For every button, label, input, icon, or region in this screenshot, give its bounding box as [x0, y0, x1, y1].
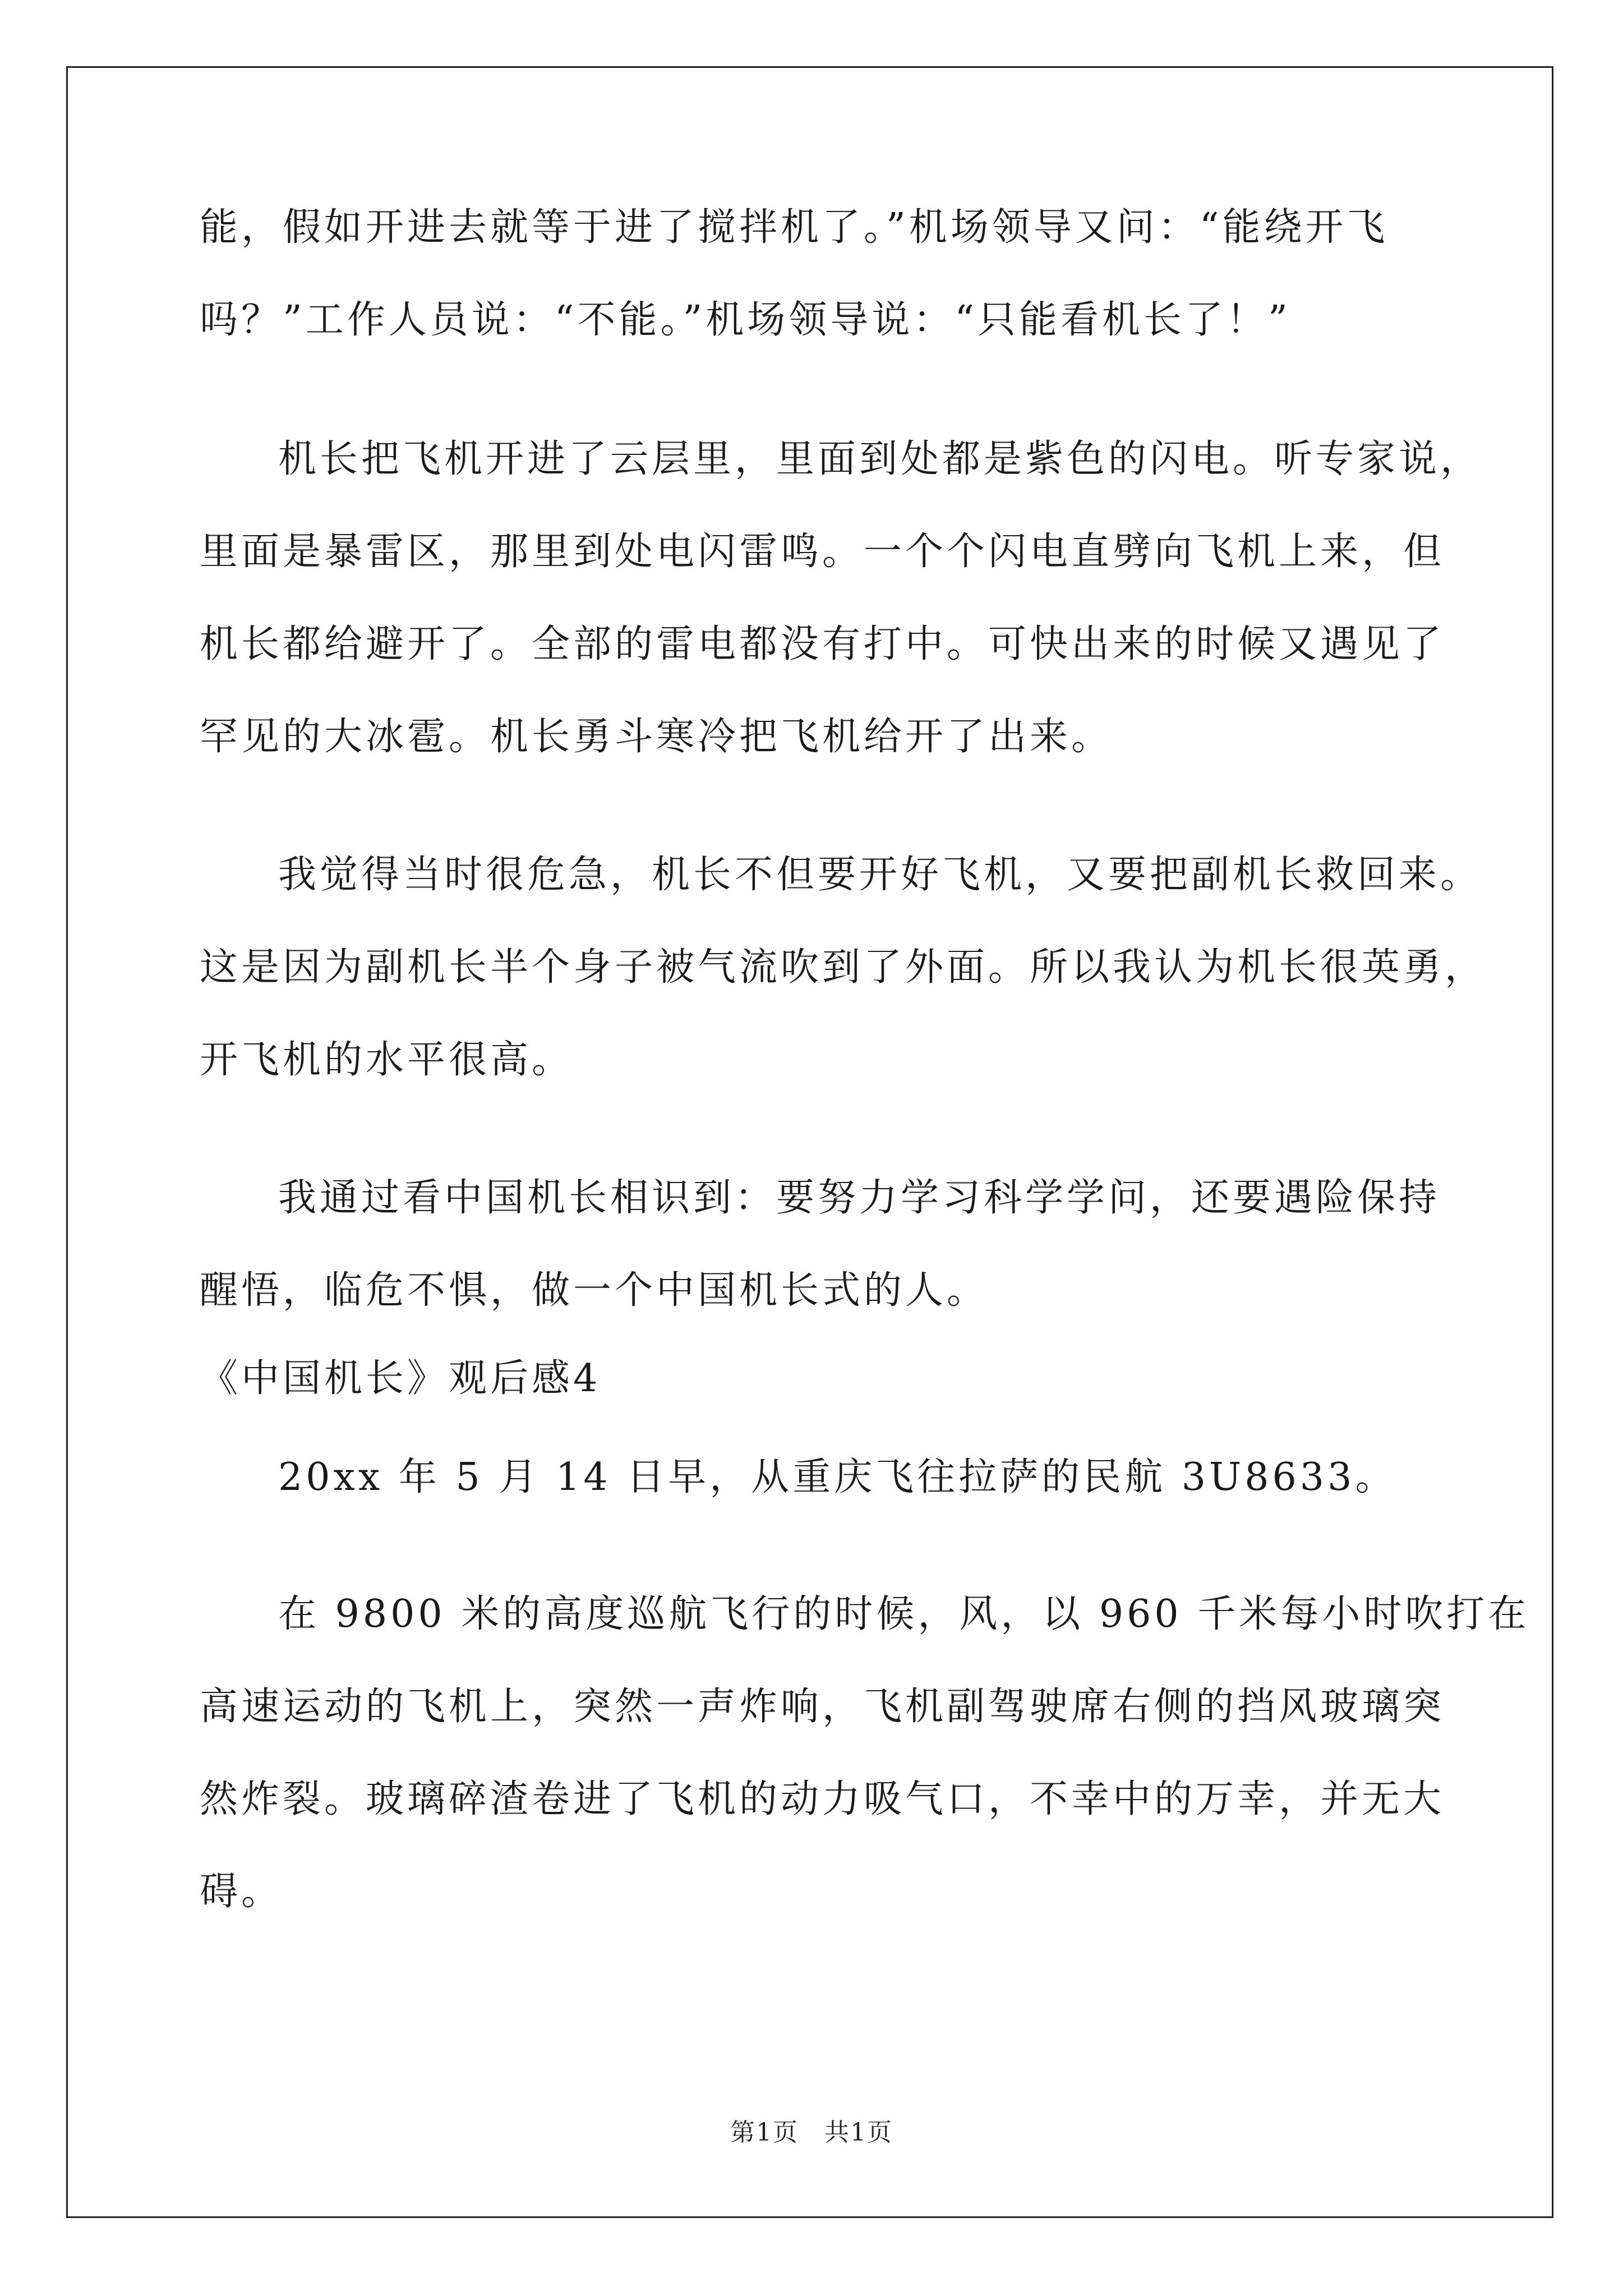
- text-line: 里面是暴雷区，那里到处电闪雷鸣。一个个闪电直劈向飞机上来，但: [200, 530, 1445, 574]
- text-line: 醒悟，临危不惧，做一个中国机长式的人。: [200, 1268, 989, 1313]
- text-line: 高速运动的飞机上，突然一声炸响，飞机副驾驶席右侧的挡风玻璃突: [200, 1685, 1445, 1729]
- paragraph-start-line: 我通过看中国机长相识到：要努力学习科学学问，还要遇险保持: [278, 1176, 1441, 1220]
- section-heading: 《中国机长》观后感4: [200, 1356, 601, 1401]
- page-footer: 第1页 共1页: [730, 2118, 893, 2147]
- text-line: 这是因为副机长半个身子被气流吹到了外面。所以我认为机长很英勇，: [200, 945, 1487, 990]
- text-line: 机长都给避开了。全部的雷电都没有打中。可快出来的时候又遇见了: [200, 622, 1445, 666]
- paragraph-start-line: 机长把飞机开进了云层里，里面到处都是紫色的闪电。听专家说，: [278, 437, 1482, 481]
- paragraph-start-line: 20xx 年 5 月 14 日早，从重庆飞往拉萨的民航 3U8633。: [278, 1455, 1397, 1499]
- text-line: 能，假如开进去就等于进了搅拌机了。”机场领导又问：“能绕开飞: [200, 205, 1389, 250]
- paragraph-start-line: 我觉得当时很危急，机长不但要开好飞机，又要把副机长救回来。: [278, 853, 1482, 897]
- text-line: 罕见的大冰雹。机长勇斗寒冷把飞机给开了出来。: [200, 715, 1113, 759]
- text-line: 然炸裂。玻璃碎渣卷进了飞机的动力吸气口，不幸中的万幸，并无大: [200, 1777, 1445, 1821]
- paragraph-start-line: 在 9800 米的高度巡航飞行的时候，风，以 960 千米每小时吹打在: [278, 1592, 1530, 1636]
- text-line: 碍。: [200, 1870, 283, 1914]
- text-line: 开飞机的水平很高。: [200, 1038, 574, 1082]
- page-border: [66, 66, 1553, 2218]
- text-line: 吗？”工作人员说：“不能。”机场领导说：“只能看机长了！”: [200, 298, 1291, 342]
